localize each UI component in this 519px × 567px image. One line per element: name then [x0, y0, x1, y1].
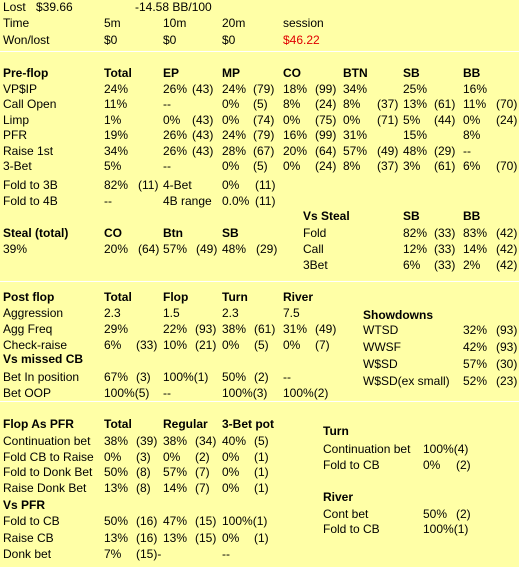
steal-total-row-cell: 48%: [222, 242, 247, 256]
flop-pfr-row-cell: (1): [254, 465, 269, 480]
postflop-row-cell: (61): [254, 322, 276, 336]
river-row-cell: 50%: [423, 507, 448, 521]
fold3b-row-cell: Fold to 3B: [3, 178, 58, 192]
vs-steal-header: BB: [463, 209, 481, 223]
preflop-row-cell: (5): [253, 159, 268, 173]
preflop-row-cell: (43): [192, 82, 214, 96]
flop-pfr-row-cell: 0%: [163, 449, 181, 464]
vs-steal-row-cell: (33): [434, 258, 456, 272]
flop-pfr-row-cell: 57%: [163, 465, 188, 480]
preflop-row-cell: 3-Bet: [3, 159, 32, 173]
preflop-row-cell: 11%: [104, 97, 128, 112]
preflop-row-cell: (75): [315, 112, 337, 127]
steal-total-row-cell: 39%: [3, 242, 28, 256]
vs-pfr-row-cell: (15)-: [136, 547, 162, 561]
postflop-row-cell: 38%: [222, 322, 247, 336]
missed-cb-row-cell: 100%(1): [163, 370, 209, 384]
preflop-row-cell: 3%: [403, 159, 421, 173]
preflop-row-cell: 26%: [163, 82, 188, 96]
postflop-row-cell: (21): [195, 338, 217, 352]
preflop-row-cell: 24%: [222, 82, 247, 96]
river-row-cell: Cont bet: [323, 507, 369, 521]
vs-pfr-row-cell: 50%: [104, 514, 129, 528]
showdown-row-cell: (30): [496, 357, 518, 371]
flop-pfr-row-cell: (8): [136, 465, 151, 480]
preflop-row-cell: 24%: [222, 128, 247, 143]
lost-label: Lost: [3, 0, 26, 14]
flop-pfr-header: Flop As PFR: [3, 417, 74, 431]
vs-pfr-title: Vs PFR: [3, 498, 46, 512]
flop-pfr-row-cell: (7): [195, 465, 210, 480]
preflop-row-cell: 25%: [403, 82, 428, 96]
postflop-row-cell: 6%: [104, 338, 122, 352]
vs-steal-row-cell: 6%: [403, 258, 421, 272]
steal-total-header: Btn: [163, 226, 183, 240]
preflop-row-cell: (44): [434, 112, 456, 127]
steal-total-row-cell: 57%: [163, 242, 188, 256]
showdown-row-cell: WTSD: [363, 323, 399, 337]
turn-row-cell: (2): [456, 458, 471, 472]
missed-cb-row-cell: 100%(5): [104, 386, 150, 400]
won-lost-cell: $0: [222, 33, 236, 47]
postflop-row-cell: 10%: [163, 338, 188, 352]
vs-pfr-row-cell: 100%(1): [222, 514, 268, 528]
postflop-row-cell: 22%: [163, 322, 188, 336]
time-header-cell: 20m: [222, 16, 246, 30]
showdown-row-cell: WWSF: [363, 340, 401, 354]
preflop-row-cell: --: [463, 143, 471, 158]
postflop-row-cell: 2.3: [104, 306, 121, 320]
flop-pfr-row-cell: 14%: [163, 481, 188, 496]
preflop-row-cell: 1%: [104, 112, 122, 127]
postflop-header: Post flop: [3, 290, 55, 304]
missed-cb-row-cell: (3): [136, 370, 151, 384]
showdown-row-cell: 57%: [463, 357, 488, 371]
postflop-row-cell: Agg Freq: [3, 322, 53, 336]
preflop-row-cell: 0%: [222, 159, 240, 173]
section-divider: [0, 401, 519, 402]
time-header-cell: 5m: [104, 16, 121, 30]
postflop-row-cell: 7.5: [283, 306, 300, 320]
showdown-row-cell: (23): [496, 374, 518, 388]
vs-steal-header: SB: [403, 209, 420, 223]
won-lost-cell: $0: [163, 33, 177, 47]
flop-pfr-row-cell: 38%: [163, 434, 188, 448]
preflop-header: CO: [283, 66, 301, 80]
vs-pfr-row-cell: Donk bet: [3, 547, 52, 561]
flop-pfr-row-cell: 38%: [104, 434, 129, 448]
postflop-header: River: [283, 290, 314, 304]
vs-pfr-row-cell: (15): [195, 514, 217, 528]
flop-pfr-row-cell: (7): [195, 481, 210, 496]
vs-steal-row-cell: 83%: [463, 226, 488, 240]
showdown-row-cell: W$SD: [363, 357, 398, 371]
preflop-row-cell: 0%: [283, 159, 301, 173]
preflop-row-cell: 0%: [343, 112, 361, 127]
preflop-row-cell: 34%: [343, 82, 368, 96]
preflop-row-cell: (71): [377, 112, 399, 127]
steal-total-row-cell: (29): [256, 242, 278, 256]
preflop-row-cell: Raise 1st: [3, 143, 54, 158]
postflop-row-cell: (7): [315, 338, 330, 352]
postflop-row-cell: Check-raise: [3, 338, 68, 352]
preflop-row-cell: (79): [253, 82, 275, 96]
vs-steal-row-cell: 82%: [403, 226, 428, 240]
preflop-row-cell: --: [163, 97, 171, 112]
preflop-row-cell: 48%: [403, 143, 428, 158]
showdown-row-cell: W$SD(ex small): [363, 374, 450, 388]
preflop-row-cell: 6%: [463, 159, 481, 173]
preflop-header: Total: [104, 66, 132, 80]
flop-pfr-row-cell: Fold CB to Raise: [3, 449, 94, 464]
showdown-row-cell: (93): [496, 340, 518, 354]
flop-pfr-row-cell: 0%: [104, 449, 122, 464]
flop-pfr-row-cell: (39): [136, 434, 158, 448]
postflop-row-cell: 31%: [283, 322, 308, 336]
river-row-cell: 100%(1): [423, 522, 469, 536]
time-header-cell: Time: [3, 16, 30, 30]
preflop-row-cell: 57%: [343, 143, 368, 158]
preflop-row-cell: 28%: [222, 143, 247, 158]
postflop-row-cell: (5): [254, 338, 269, 352]
preflop-row-cell: 34%: [104, 143, 129, 158]
vs-pfr-row-cell: 13%: [104, 530, 129, 545]
flop-pfr-row-cell: (5): [254, 434, 269, 448]
vs-pfr-row-cell: (1): [254, 530, 269, 545]
preflop-row-cell: (37): [377, 97, 399, 112]
vs-steal-row-cell: Call: [303, 242, 324, 256]
time-header-cell: 10m: [163, 16, 187, 30]
steal-total-row-cell: (64): [138, 242, 160, 256]
preflop-row-cell: 15%: [403, 128, 428, 143]
preflop-header: EP: [163, 66, 180, 80]
flop-pfr-row-cell: Raise Donk Bet: [3, 481, 87, 496]
vs-pfr-row-cell: (15): [195, 530, 217, 545]
river-row-cell: Fold to CB: [323, 522, 380, 536]
preflop-row-cell: (61): [434, 159, 456, 173]
postflop-row-cell: 2.3: [222, 306, 239, 320]
preflop-row-cell: 20%: [283, 143, 308, 158]
steal-total-header: Steal (total): [3, 226, 69, 240]
showdown-row-cell: 32%: [463, 323, 488, 337]
preflop-header: BB: [463, 66, 481, 80]
flop-pfr-row-cell: Fold to Donk Bet: [3, 465, 93, 480]
preflop-row-cell: (67): [253, 143, 275, 158]
postflop-row-cell: (33): [136, 338, 158, 352]
fold4b-row-cell: --: [104, 194, 112, 208]
preflop-row-cell: (24): [315, 159, 337, 173]
preflop-row-cell: (70): [496, 159, 518, 173]
missed-cb-row-cell: --: [163, 386, 171, 400]
preflop-row-cell: Call Open: [3, 97, 57, 112]
fold3b-row-cell: 82%: [104, 178, 129, 192]
preflop-row-cell: 0%: [283, 112, 301, 127]
preflop-row-cell: 18%: [283, 82, 308, 96]
preflop-row-cell: 11%: [463, 97, 487, 112]
preflop-row-cell: Limp: [3, 112, 30, 127]
showdown-row-cell: (93): [496, 323, 518, 337]
preflop-row-cell: 8%: [283, 97, 301, 112]
preflop-row-cell: 0%: [463, 112, 481, 127]
postflop-header: Total: [104, 290, 132, 304]
preflop-row-cell: (61): [434, 97, 456, 112]
preflop-row-cell: 19%: [104, 128, 129, 143]
preflop-row-cell: (74): [253, 112, 275, 127]
section-divider: [0, 281, 519, 282]
steal-total-header: SB: [222, 226, 239, 240]
fold4b-row-cell: 4B range: [163, 194, 212, 208]
vs-steal-row-cell: (42): [496, 226, 518, 240]
showdowns-title: Showdowns: [363, 308, 433, 322]
flop-pfr-header: Regular: [163, 417, 208, 431]
vs-pfr-row-cell: --: [222, 547, 230, 561]
missed-cb-row-cell: --: [283, 370, 291, 384]
missed-cb-row-cell: 100%(2): [283, 386, 329, 400]
session-won-lost: $46.22: [283, 33, 320, 47]
preflop-row-cell: 0%: [222, 97, 240, 112]
vs-steal-row-cell: 14%: [463, 242, 488, 256]
vs-pfr-row-cell: Fold to CB: [3, 514, 60, 528]
fold3b-row-cell: 0%: [222, 178, 240, 192]
bb-per-100: -14.58 BB/100: [135, 0, 212, 14]
vs-pfr-row-cell: 0%: [222, 530, 240, 545]
preflop-row-cell: (24): [496, 112, 518, 127]
turn-row-cell: 100%(4): [423, 442, 469, 456]
preflop-header: Pre-flop: [3, 66, 49, 80]
flop-pfr-row-cell: (8): [136, 481, 151, 496]
preflop-row-cell: 5%: [104, 159, 122, 173]
turn-row-cell: Fold to CB: [323, 458, 380, 472]
postflop-row-cell: 0%: [283, 338, 301, 352]
turn-row-cell: Continuation bet: [323, 442, 411, 456]
postflop-row-cell: (49): [315, 322, 337, 336]
preflop-header: SB: [403, 66, 420, 80]
preflop-row-cell: 8%: [343, 159, 361, 173]
turn-title: Turn: [323, 424, 349, 438]
postflop-row-cell: (93): [195, 322, 217, 336]
won-lost-cell: Won/lost: [3, 33, 50, 47]
vs-pfr-row-cell: 13%: [163, 530, 188, 545]
preflop-header: MP: [222, 66, 240, 80]
preflop-row-cell: 24%: [104, 82, 129, 96]
preflop-row-cell: 0%: [163, 112, 181, 127]
preflop-row-cell: (24): [315, 97, 337, 112]
steal-total-header: CO: [104, 226, 122, 240]
preflop-row-cell: 31%: [343, 128, 368, 143]
missed-cb-row-cell: Bet In position: [3, 370, 80, 384]
preflop-row-cell: 16%: [463, 82, 488, 96]
flop-pfr-row-cell: 0%: [222, 481, 240, 496]
vs-missed-cb-title: Vs missed CB: [3, 352, 84, 366]
preflop-row-cell: (70): [496, 97, 518, 112]
fold3b-row-cell: 4-Bet: [163, 178, 192, 192]
flop-pfr-header: Total: [104, 417, 132, 431]
flop-pfr-row-cell: (34): [195, 434, 217, 448]
flop-pfr-row-cell: 40%: [222, 434, 247, 448]
fold3b-row-cell: (11): [255, 178, 276, 192]
section-divider: [0, 51, 519, 52]
missed-cb-row-cell: (2): [254, 370, 269, 384]
vs-pfr-row-cell: Raise CB: [3, 530, 54, 545]
preflop-row-cell: 26%: [163, 143, 188, 158]
river-row-cell: (2): [456, 507, 471, 521]
preflop-row-cell: (99): [315, 128, 337, 143]
vs-pfr-row-cell: 7%: [104, 547, 122, 561]
flop-pfr-row-cell: (1): [254, 481, 269, 496]
postflop-row-cell: Aggression: [3, 306, 64, 320]
steal-total-row-cell: 20%: [104, 242, 129, 256]
preflop-row-cell: (43): [192, 128, 214, 143]
preflop-row-cell: 5%: [403, 112, 421, 127]
flop-pfr-row-cell: (1): [254, 449, 269, 464]
postflop-header: Flop: [163, 290, 189, 304]
flop-pfr-row-cell: (3): [136, 449, 151, 464]
postflop-row-cell: 29%: [104, 322, 129, 336]
fold3b-row-cell: (11): [138, 178, 159, 192]
flop-pfr-row-cell: (2): [195, 449, 210, 464]
river-title: River: [323, 490, 354, 504]
won-lost-cell: $0: [104, 33, 118, 47]
preflop-row-cell: (43): [192, 112, 214, 127]
vs-pfr-row-cell: (16): [136, 514, 158, 528]
showdown-row-cell: 52%: [463, 374, 488, 388]
preflop-header: BTN: [343, 66, 368, 80]
vs-steal-row-cell: (42): [496, 242, 518, 256]
postflop-header: Turn: [222, 290, 248, 304]
preflop-row-cell: 8%: [343, 97, 361, 112]
flop-pfr-row-cell: 50%: [104, 465, 129, 480]
preflop-row-cell: (37): [377, 159, 399, 173]
flop-pfr-row-cell: Continuation bet: [3, 434, 91, 448]
postflop-row-cell: 0%: [222, 338, 240, 352]
preflop-row-cell: 13%: [403, 97, 428, 112]
fold4b-row-cell: Fold to 4B: [3, 194, 58, 208]
preflop-row-cell: (79): [253, 128, 275, 143]
preflop-row-cell: PFR: [3, 128, 27, 143]
preflop-row-cell: --: [163, 159, 171, 173]
vs-steal-row-cell: (33): [434, 242, 456, 256]
missed-cb-row-cell: 50%: [222, 370, 247, 384]
vs-steal-row-cell: (33): [434, 226, 456, 240]
preflop-row-cell: (43): [192, 143, 214, 158]
showdown-row-cell: 42%: [463, 340, 488, 354]
preflop-row-cell: 26%: [163, 128, 188, 143]
preflop-row-cell: VP$IP: [3, 82, 38, 96]
lost-value: $39.66: [36, 0, 73, 14]
missed-cb-row-cell: 67%: [104, 370, 129, 384]
steal-total-row-cell: (49): [196, 242, 218, 256]
vs-steal-header: Vs Steal: [303, 209, 350, 223]
missed-cb-row-cell: Bet OOP: [3, 386, 52, 400]
preflop-row-cell: (64): [315, 143, 337, 158]
postflop-row-cell: 1.5: [163, 306, 180, 320]
fold4b-row-cell: 0.0%: [222, 194, 250, 208]
preflop-row-cell: (49): [377, 143, 399, 158]
preflop-row-cell: 0%: [222, 112, 240, 127]
flop-pfr-row-cell: 13%: [104, 481, 129, 496]
missed-cb-row-cell: 100%(3): [222, 386, 268, 400]
vs-pfr-row-cell: (16): [136, 530, 158, 545]
vs-steal-row-cell: (42): [496, 258, 518, 272]
vs-steal-row-cell: 2%: [463, 258, 481, 272]
preflop-row-cell: 8%: [463, 128, 481, 143]
vs-steal-row-cell: 3Bet: [303, 258, 328, 272]
preflop-row-cell: (29): [434, 143, 456, 158]
preflop-row-cell: 16%: [283, 128, 308, 143]
flop-pfr-header: 3-Bet pot: [222, 417, 274, 431]
vs-pfr-row-cell: 47%: [163, 514, 188, 528]
time-header-cell: session: [283, 16, 324, 30]
vs-steal-row-cell: Fold: [303, 226, 327, 240]
turn-row-cell: 0%: [423, 458, 441, 472]
fold4b-row-cell: (11): [255, 194, 276, 208]
preflop-row-cell: (5): [253, 97, 268, 112]
flop-pfr-row-cell: 0%: [222, 465, 240, 480]
vs-steal-row-cell: 12%: [403, 242, 428, 256]
flop-pfr-row-cell: 0%: [222, 449, 240, 464]
preflop-row-cell: (99): [315, 82, 337, 96]
